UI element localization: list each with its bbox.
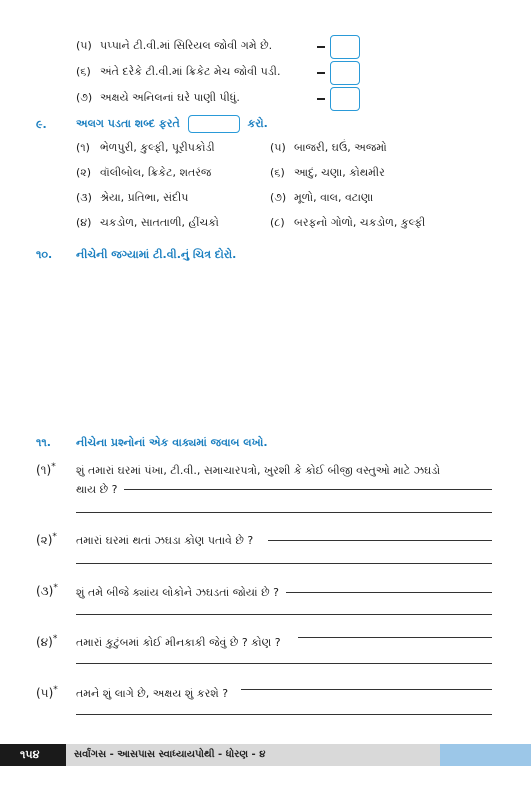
q9-number: ૯.	[36, 118, 47, 131]
q9-item-num: (૫)	[270, 141, 286, 154]
q11-item-num: (૫)*	[36, 685, 58, 700]
q9-item-num: (૨)	[76, 166, 92, 179]
q11-question: તમારાં કુટુંબમાં કોઈ મીનકાકી જેવું છે ? કોણ ?	[76, 636, 281, 649]
page-number: ૧૫૪	[20, 748, 40, 761]
q8-item-6-num: (૬)	[76, 65, 91, 78]
answer-line[interactable]	[76, 512, 492, 513]
q10-heading: નીચેની જગ્યામાં ટી.વી.નું ચિત્ર દોરો.	[76, 248, 237, 261]
q11-item-num: (૧)*	[36, 462, 56, 477]
q11-question: તમારાં ઘરમાં થતાં ઝઘડા કોણ પતાવે છે ?	[76, 534, 254, 547]
q11-item-num: (૨)*	[36, 532, 57, 547]
q11-heading: નીચેના પ્રશ્નોનાં એક વાક્યમાં જવાબ લખો.	[76, 436, 268, 449]
q9-item-text[interactable]: મૂળો, વાલ, વટાણા	[294, 191, 374, 204]
answer-line[interactable]	[241, 689, 492, 690]
answer-line[interactable]	[124, 489, 492, 490]
q9-item-text[interactable]: બરફનો ગોળો, ચકડોળ, કુલ્ફી	[294, 216, 426, 229]
q9-item-text[interactable]: શ્રેયા, પ્રતિભા, સંદીપ	[100, 191, 189, 204]
dash	[317, 72, 325, 74]
q9-heading	[76, 115, 268, 133]
q10-number: ૧૦.	[36, 248, 53, 261]
answer-line[interactable]	[76, 563, 492, 564]
q11-number: ૧૧.	[36, 436, 51, 449]
answer-line[interactable]	[286, 592, 492, 593]
q9-item-num: (૬)	[270, 166, 285, 179]
q9-item-num: (૮)	[270, 216, 285, 229]
q9-item-num: (૪)	[76, 216, 92, 229]
answer-box-7[interactable]	[330, 87, 360, 111]
answer-box-6[interactable]	[330, 61, 360, 85]
q8-item-5-text: પપ્પાને ટી.વી.માં સિરિયલ જોવી ગમે છે.	[100, 39, 273, 52]
q9-item-num: (૩)	[76, 191, 92, 204]
q9-item-num: (૧)	[76, 141, 90, 154]
footer-accent	[440, 744, 531, 766]
q9-heading-text-before: અલગ પડતા શબ્દ ફરતે	[76, 117, 180, 130]
answer-line[interactable]	[76, 714, 492, 715]
answer-line[interactable]	[76, 614, 492, 615]
footer-title: સર્વાંગસ - આસપાસ સ્વાધ્યાયપોથી - ધોરણ - ૪	[74, 749, 266, 760]
q9-item-text[interactable]: વૉલીબોલ, ક્રિકેટ, શતરંજ	[100, 166, 212, 179]
drawing-area[interactable]	[36, 268, 496, 428]
q8-item-6-text: અંતે દરેકે ટી.વી.માં ક્રિકેટ મેચ જોવી પડી.	[100, 65, 281, 78]
q8-item-5-num: (૫)	[76, 39, 92, 52]
answer-box-5[interactable]	[330, 35, 360, 59]
q8-item-7-text: અક્ષયે અનિલનાં ઘરે પાણી પીધું.	[100, 91, 240, 104]
dash	[317, 46, 325, 48]
q11-question: શું તમે બીજે ક્યાંય લોકોને ઝઘડતાં જોયાં છે ?	[76, 586, 279, 599]
q9-item-text[interactable]: ચકડોળ, સાતતાળી, હીંચકો	[100, 216, 219, 229]
q9-item-text[interactable]: આદું, ચણા, કોથમીર	[294, 166, 385, 179]
q9-item-text[interactable]: ભેળપુરી, કુલ્ફી, પૂરીપકોડી	[100, 141, 215, 154]
q11-item-num: (૩)*	[36, 583, 58, 598]
answer-line[interactable]	[76, 663, 492, 664]
q9-item-num: (૭)	[270, 191, 287, 204]
dash	[317, 98, 325, 100]
q11-question: શું તમારાં ઘરમાં પંખા, ટી.વી., સમાચારપત્રો, ખુરશી કે કોઈ બીજી વસ્તુઓ માટે ઝઘડો	[76, 464, 441, 477]
answer-line[interactable]	[268, 540, 492, 541]
q9-heading-text-after: કરો.	[247, 117, 268, 130]
circle-placeholder-box	[188, 115, 240, 133]
answer-line[interactable]	[298, 637, 492, 638]
q8-item-7-num: (૭)	[76, 91, 93, 104]
q11-question: તમને શું લાગે છે, અક્ષય શું કરશે ?	[76, 687, 229, 700]
q11-item-num: (૪)*	[36, 634, 58, 649]
q9-item-text[interactable]: બાજરી, ઘઉં, અજમો	[294, 141, 387, 154]
q11-question-cont: થાય છે ?	[76, 483, 118, 496]
